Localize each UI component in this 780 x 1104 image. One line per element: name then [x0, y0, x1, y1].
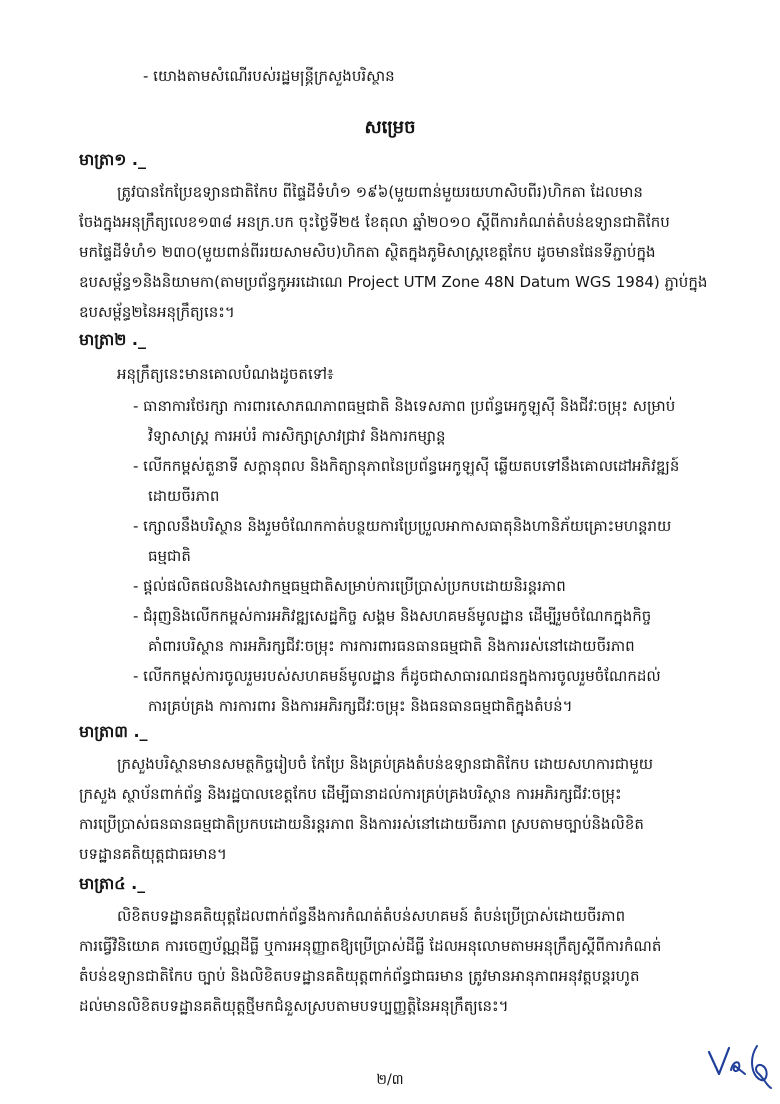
decision-title: សម្រេច	[364, 118, 416, 138]
article-2-bullet: - ផ្តល់ផលិតផលនិងសេវាកម្មធម្មជាតិសម្រាប់ការប្រើប្រាស់ប្រកបដោយនិរន្តរភាព	[133, 577, 566, 595]
article-2-line: អនុក្រឹត្យនេះមានគោលបំណងដូចតទៅ៖	[117, 365, 334, 383]
intro-line: - យោងតាមសំណើរបស់រដ្ឋមន្ត្រីក្រសួងបរិស្ថាន	[143, 67, 395, 85]
article-2-bullet: - ជំរុញនិងលើកកម្ពស់ការអភិវឌ្ឍសេដ្ឋកិច្ច សង្គម និងសហគមន៍មូលដ្ឋាន ដើម្បីរួមចំណែកក្នុងកិច្ច	[133, 607, 652, 625]
article-2-bullet: - លើកកម្ពស់តួនាទី សក្តានុពល និងកិត្យានុភាពនៃប្រព័ន្ធអេកូឡូស៊ី ឆ្លើយតបទៅនឹងគោលដៅអភិវឌ្ឍន៍	[133, 457, 680, 475]
article-1-heading: មាត្រា១ ._	[79, 150, 146, 169]
article-4-heading: មាត្រា៤ ._	[79, 874, 146, 893]
article-4-line: ការធ្វើវិនិយោគ ការចេញប័ណ្ណដីធ្លី ឬការអនុញ្ញាតឱ្យប្រើប្រាស់ដីធ្លី ដែលអនុលោមតាមអនុក្រឹត្យស្តីពីការកំណត់	[79, 937, 662, 955]
page-number: ២/៣	[376, 1072, 404, 1088]
article-1-line: ឧបសម្ព័ន្ធ១និងនិយាមកា(តាមប្រព័ន្ធកូអរដោណេ Project UTM Zone 48N Datum WGS 1984) ភ្ជាប់ក្នុង	[79, 273, 708, 291]
article-2-bullet: - ក្សោលនឹងបរិស្ថាន និងរួមចំណែកកាត់បន្ថយការប្រែប្រួលអាកាសធាតុនិងហានិភ័យគ្រោះមហន្តរាយ	[133, 517, 672, 535]
article-1-line: ត្រូវបានកែប្រែឧទ្យានជាតិកែប ពីផ្ទៃដីទំហំ១ ១៩៦(មួយពាន់មួយរយហាសិបពីរ)ហិកតា ដែលមាន	[117, 183, 643, 201]
article-2-line: គាំពារបរិស្ថាន ការអភិរក្សជីវៈចម្រុះ ការការពារធនធានធម្មជាតិ និងការរស់នៅដោយចីរភាព	[148, 637, 635, 655]
article-1-line: ចែងក្នុងអនុក្រឹត្យលេខ១៣៨ អនក្រ.បក ចុះថ្ងៃទី២៥ ខែតុលា ឆ្នាំ២០១០ ស្តីពីការកំណត់តំបន់ឧទ្យានជាតិកែប	[79, 213, 670, 231]
article-2-bullet: - លើកកម្ពស់ការចូលរួមរបស់សហគមន៍មូលដ្ឋាន ក៏ដូចជាសាធារណជនក្នុងការចូលរួមចំណែកដល់	[133, 667, 661, 685]
article-4-line: ដល់មានលិខិតបទដ្ឋានគតិយុត្តថ្មីមកជំនួសស្របតាមបទប្បញ្ញត្តិនៃអនុក្រឹត្យនេះ។	[79, 997, 509, 1015]
article-2-line: វិទ្យាសាស្ត្រ ការអប់រំ ការសិក្សាស្រាវជ្រាវ និងការកម្សាន្ត	[148, 427, 446, 445]
article-4-line: លិខិតបទដ្ឋានគតិយុត្តដែលពាក់ព័ន្ធនឹងការកំណត់តំបន់សហគមន៍ តំបន់ប្រើប្រាស់ដោយចីរភាព	[117, 907, 626, 925]
article-2-heading: មាត្រា២ ._	[79, 330, 146, 349]
article-3-line: ក្រសួងបរិស្ថានមានសមត្ថកិច្ចរៀបចំ កែប្រែ និងគ្រប់គ្រងតំបន់ឧទ្យានជាតិកែប ដោយសហការជាមួយ	[117, 755, 654, 773]
article-2-line: ធម្មជាតិ	[148, 547, 191, 565]
article-2-line: ដោយចីរភាព	[148, 487, 220, 505]
signature-initials	[705, 1040, 775, 1090]
article-2-bullet: - ធានាការថែរក្សា ការពារសោភណភាពធម្មជាតិ និងទេសភាព ប្រព័ន្ធអេកូឡូស៊ី និងជីវៈចម្រុះ សម្រាប់	[133, 397, 676, 415]
article-1-line: ឧបសម្ព័ន្ធ២នៃអនុក្រឹត្យនេះ។	[79, 303, 235, 321]
article-1-line: មកផ្ទៃដីទំហំ១ ២៣០(មួយពាន់ពីររយសាមសិប)ហិកតា ស្ថិតក្នុងភូមិសាស្ត្រខេត្តកែប ដូចមានផែនទីភ្ជាប់ក្នុង	[79, 243, 656, 261]
article-3-line: បទដ្ឋានគតិយុត្តជាធរមាន។	[79, 845, 227, 863]
article-3-line: ក្រសួង ស្ថាប័នពាក់ព័ន្ធ និងរដ្ឋបាលខេត្តកែប ដើម្បីធានាដល់ការគ្រប់គ្រងបរិស្ថាន ការអភិរក្សជីវៈចម្រុះ	[79, 785, 622, 803]
article-4-line: តំបន់ឧទ្យានជាតិកែប ច្បាប់ និងលិខិតបទដ្ឋានគតិយុត្តពាក់ព័ន្ធជាធរមាន ត្រូវមានអានុភាពអនុវត្តបន្តរហូត	[79, 967, 640, 985]
article-2-line: ការគ្រប់គ្រង ការការពារ និងការអភិរក្សជីវៈចម្រុះ និងធនធានធម្មជាតិក្នុងតំបន់។	[148, 697, 573, 715]
article-3-line: ការប្រើប្រាស់ធនធានធម្មជាតិប្រកបដោយនិរន្តរភាព និងការរស់នៅដោយចីរភាព ស្របតាមច្បាប់និងលិខិត	[79, 815, 644, 833]
article-3-heading: មាត្រា៣ ._	[79, 722, 148, 741]
